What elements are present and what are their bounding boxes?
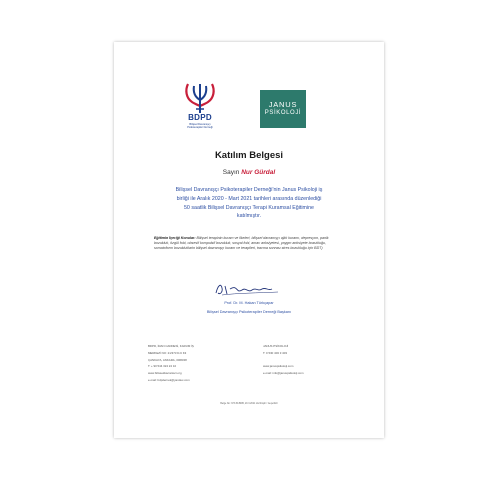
contact-line: BDPD, İRAN CADDESİ, KARUM İŞ bbox=[148, 344, 194, 348]
recipient-line bbox=[114, 169, 384, 176]
contact-line: www.bilisseldavranisci.org bbox=[148, 371, 182, 376]
bdpd-logo-subtitle-line2: Psikoterapiler Derneği bbox=[187, 126, 213, 129]
bdpd-logo bbox=[180, 82, 220, 134]
body-line: birliği ile Aralık 2020 - Mart 2021 tarihleri arasında düzenlediği bbox=[176, 195, 322, 202]
contact-line: ÇANKAYA, ANKARA, 0068/48 bbox=[148, 357, 187, 362]
training-scope bbox=[154, 236, 344, 251]
janus-logo bbox=[260, 90, 306, 128]
signer-title: Bilişsel Davranışçı Psikoterapiler Derneği Başkanı bbox=[206, 310, 292, 314]
scope-text: Bilişsel terapinin kuram ve ilkeleri, bilişsel davranışçı ajlık kuramı, depresyon, panik bozukluk, özgül fobi, obsesif kompulsif bozukluk, sosyal fobi, amav anksiyetesi, yaygın anksiyete bozukluğu, somatoform bozukluklarin bilişsel davranışçı kuram ve terapileri, travma sonrası stres bozukluğu için BDT) bbox=[154, 236, 329, 250]
signature-icon bbox=[208, 280, 288, 298]
body-line: Bilişsel Davranışçı Psikoterapiler Derneği'nin Janus Psikoloji iş bbox=[175, 187, 323, 193]
footer-note: Belge No: 373-50-BDB, 20.3.2021 Verilmiştir / Geçerlidir bbox=[220, 403, 278, 405]
contact-line: e-mail: info@januspsikoloji.com bbox=[263, 371, 304, 376]
bdpd-emblem-icon bbox=[180, 82, 220, 114]
contact-line: JANUS PSİKOLOJİ bbox=[263, 344, 289, 348]
contact-line: T: 0 530 403 3 403 bbox=[263, 350, 287, 355]
contact-line: e-mail: bdpdernek@yandex.com bbox=[148, 377, 190, 382]
certificate-body bbox=[154, 186, 344, 221]
scope-label: Eğitimin İçeriği Konular: bbox=[154, 236, 196, 240]
bdpd-logo-subtitle-line1: Bilişsel Davranışçı bbox=[189, 123, 211, 126]
janus-logo-title: JANUS bbox=[268, 100, 298, 109]
contact-line: www.januspsikoloji.com bbox=[263, 364, 294, 369]
body-line: 50 saatlik Bilişsel Davranışçı Terapi Kuramsal Eğitimine bbox=[183, 204, 315, 211]
signer-name: Prof. Dr. M. Hakan Türkçapar bbox=[224, 301, 274, 305]
contact-line bbox=[263, 357, 353, 364]
recipient-name: Nur Gürdal bbox=[241, 169, 276, 176]
contact-line: T: + 90 544 324 24 10 bbox=[148, 364, 177, 369]
contact-right bbox=[263, 343, 353, 377]
bdpd-logo-name: BDPD bbox=[188, 113, 212, 122]
contact-line: MERKEZİ NO: 21/373 D-6 K3 bbox=[148, 350, 187, 355]
body-line: katılmıştır. bbox=[236, 213, 262, 220]
bdpd-logo-subtitle bbox=[180, 123, 220, 129]
certificate-page bbox=[114, 42, 384, 438]
janus-logo-subtitle: PSİKOLOJİ bbox=[264, 110, 302, 116]
contact-left bbox=[148, 343, 258, 384]
certificate-title: Katılım Belgesi bbox=[214, 150, 284, 161]
salutation: Sayın bbox=[222, 169, 240, 176]
